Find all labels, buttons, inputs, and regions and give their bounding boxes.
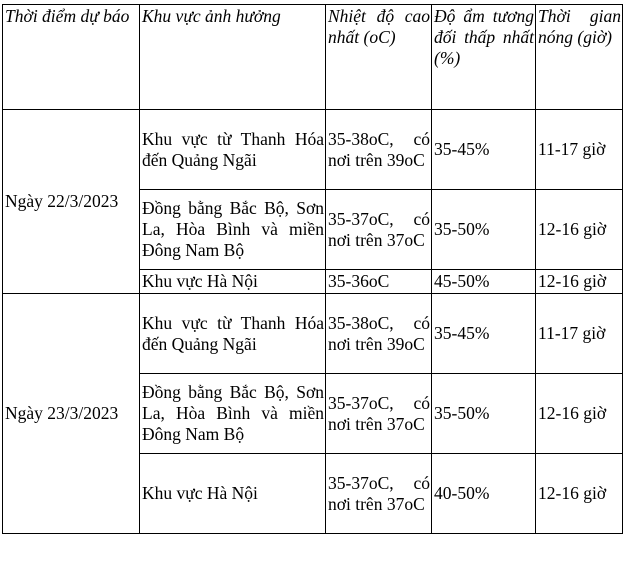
header-forecast-time: Thời điểm dự báo [3,5,140,110]
humidity-cell: 35-50% [432,374,536,454]
humidity-cell: 35-45% [432,294,536,374]
header-row [3,5,623,110]
table-row [3,294,623,374]
forecast-date: Ngày 23/3/2023 [3,294,140,534]
header-affected-area: Khu vực ảnh hưởng [140,5,326,110]
temperature-cell: 35-38oC, có nơi trên 39oC [326,110,432,190]
temperature-cell: 35-38oC, có nơi trên 39oC [326,294,432,374]
hours-cell: 11-17 giờ [536,294,623,374]
header-min-humidity: Độ ẩm tương đối thấp nhất (%) [432,5,536,110]
table-row [3,110,623,190]
heat-forecast-table [2,4,623,534]
temperature-cell: 35-36oC [326,270,432,294]
temperature-cell: 35-37oC, có nơi trên 37oC [326,374,432,454]
area-cell: Đồng bằng Bắc Bộ, Sơn La, Hòa Bình và miền Đông Nam Bộ [140,374,326,454]
header-hot-hours: Thời gian nóng (giờ) [536,5,623,110]
hours-cell: 12-16 giờ [536,374,623,454]
hours-cell: 12-16 giờ [536,270,623,294]
crop-edge [0,561,640,565]
area-cell: Khu vực Hà Nội [140,454,326,534]
humidity-cell: 45-50% [432,270,536,294]
temperature-cell: 35-37oC, có nơi trên 37oC [326,190,432,270]
header-max-temperature: Nhiệt độ cao nhất (oC) [326,5,432,110]
area-cell: Đồng bằng Bắc Bộ, Sơn La, Hòa Bình và miền Đông Nam Bộ [140,190,326,270]
hours-cell: 12-16 giờ [536,190,623,270]
humidity-cell: 35-50% [432,190,536,270]
hours-cell: 12-16 giờ [536,454,623,534]
area-cell: Khu vực Hà Nội [140,270,326,294]
area-cell: Khu vực từ Thanh Hóa đến Quảng Ngãi [140,294,326,374]
temperature-cell: 35-37oC, có nơi trên 37oC [326,454,432,534]
humidity-cell: 35-45% [432,110,536,190]
area-cell: Khu vực từ Thanh Hóa đến Quảng Ngãi [140,110,326,190]
humidity-cell: 40-50% [432,454,536,534]
hours-cell: 11-17 giờ [536,110,623,190]
forecast-date: Ngày 22/3/2023 [3,110,140,294]
